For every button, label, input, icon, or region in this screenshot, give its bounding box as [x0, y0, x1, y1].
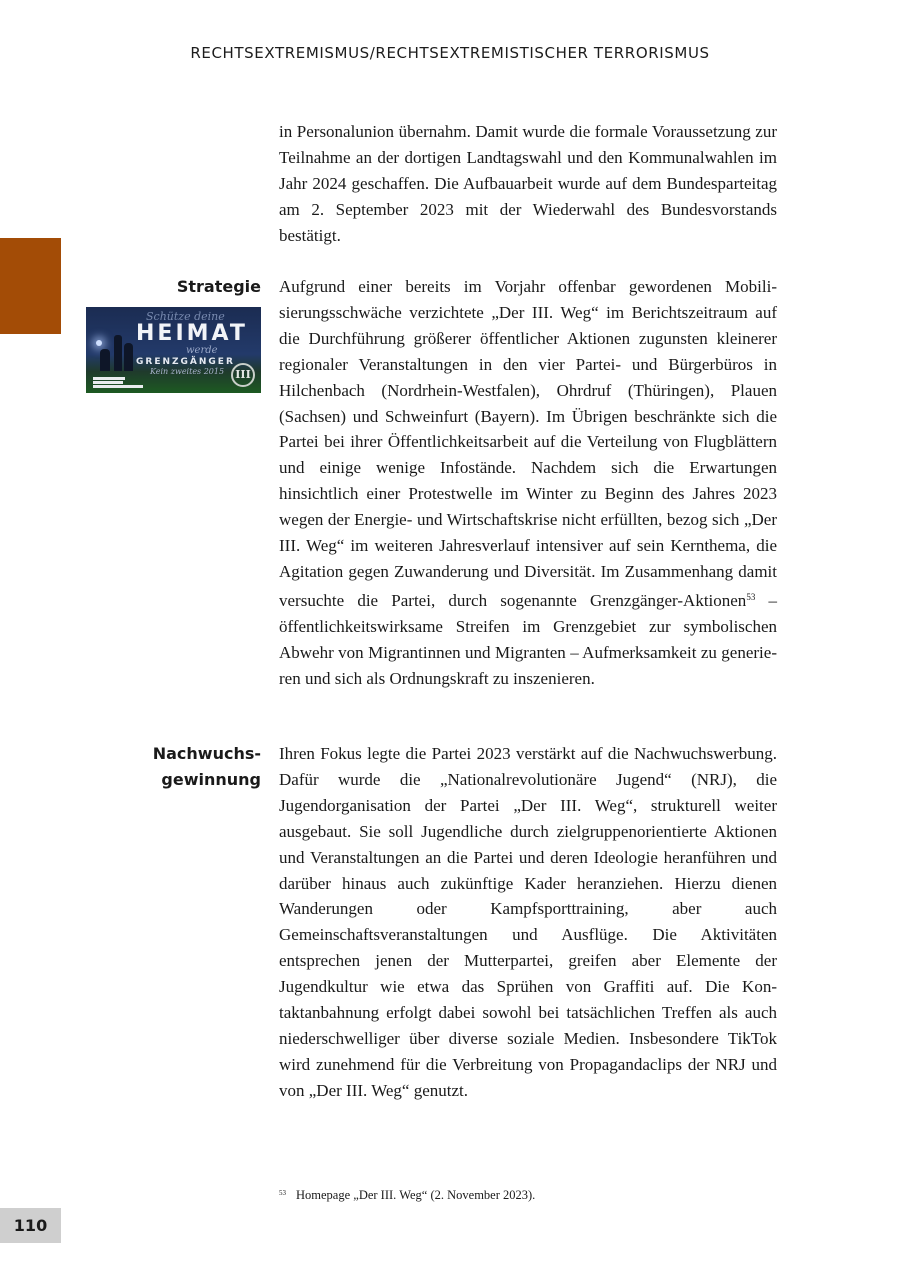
margin-heading-strategie: Strategie [176, 277, 261, 296]
section-strategie-body [279, 274, 777, 692]
running-head: RECHTSEXTREMISMUS/RECHTSEXTREMISTISCHER TERRORISMUS [190, 44, 710, 62]
figure-script-line-3: Kein zweites 2015 [150, 367, 225, 376]
propaganda-image-heimat-grenzgaenger [86, 307, 261, 393]
footnote-reference[interactable]: 53 [746, 591, 756, 602]
section-nachwuchsgewinnung-body [279, 741, 777, 1104]
margin-heading-nachwuchsgewinnung [153, 741, 261, 793]
info-text-line [93, 385, 143, 388]
silhouette-figure [100, 349, 110, 371]
intro-paragraph [279, 119, 777, 249]
footnote-number: 53 [279, 1189, 286, 1197]
party-logo-icon: III [231, 363, 255, 387]
footnote [279, 1188, 535, 1203]
info-text-line [93, 381, 123, 384]
figure-script-line-2: werde [186, 345, 218, 356]
figure-subtitle: GRENZGÄNGER [136, 357, 235, 367]
strategie-text-part-1: Aufgrund einer bereits im Vorjahr offenbar gewordenen Mobilisierungsschwäche verzichtete „Der III. Weg“ im Berichtszeitraum auf die Durchführung größerer öffentlicher Aktionen zugunsten kleinerer regionaler Veranstaltungen in den vier Partei- und Bürgerbüros in Hilchenbach (Nordrhein-Westfalen), Ohrdruf (Thüringen), Plauen (Sachsen) und Schweinfurt (Bayern). Im Übrigen beschränkte sich die Partei bei ihrer Öffentlichkeitsarbeit auf die Verteilung von Flugblättern und einige wenige Infostände. Nachdem sich die Erwartungen hinsichtlich einer Protestwelle im Winter zu Beginn des Jahres 2023 wegen der Energie- und Wirtschaftskrise nicht erfüllten, bezog sich „Der III. Weg“ im weiteren Jahresverlauf intensiver auf sein Kernthema, die Agitation gegen Zuwanderung und Diversität. Im Zusammenhang damit versuchte die Partei, durch sogenannte Grenzgänger-Aktionen [279, 277, 777, 610]
info-text-line [93, 377, 125, 380]
strategie-text-part-2: – öffentlichkeitswirksame Streifen im Grenzgebiet zur symbolischen Abwehr von Migrantinnen und Migranten – Aufmerksamkeit zu generieren und sich als Ordnungskraft zu inszenieren. [279, 590, 778, 688]
section-strategie-text [279, 274, 777, 692]
margin-heading-line-1: Nachwuchs- [152, 744, 261, 763]
page-number: 110 [0, 1208, 61, 1243]
section-nachwuchsgewinnung-text: Ihren Fokus legte die Partei 2023 verstärkt auf die Nachwuchswerbung. Dafür wurde die „Nationalrevolutionäre Jugend“ (NRJ), die Jugendorganisation der Partei „Der III. Weg“, strukturell weiter ausgebaut. Sie soll Jugendliche durch zielgruppenorientierte Aktionen und Veranstaltungen an die Partei und deren Ideologie heranführen und darüber hinaus auch zukünftige Kader heranziehen. Hierzu dienen Wanderungen oder Kampfsporttraining, aber auch Gemeinschaftsveranstaltungen und Ausflüge. Die Aktivitäten entsprechen jenen der Mutterpartei, greifen aber Elemente der Jugendkultur wie etwa das Sprühen von Graffiti auf. Die Kontaktanbahnung erfolgt dabei sowohl bei tatsächlichen Treffen als auch niederschwelliger über diverse soziale Medien. Insbesondere TikTok wird zunehmend für die Verbreitung von Propagandaclips der NRJ und von „Der III. Weg“ genutzt. [279, 744, 777, 1100]
silhouette-figure [124, 343, 133, 371]
margin-heading-line-2: gewinnung [161, 769, 261, 789]
figure-title: HEIMAT [136, 321, 248, 346]
intro-paragraph-text: in Personalunion übernahm. Damit wurde die formale Voraussetzung zur Teilnahme an der dortigen Landtagswahl und den Kommunalwahlen im Jahr 2024 geschaffen. Die Aufbauarbeit wurde auf dem Bundesparteitag am 2. September 2023 mit der Wiederwahl des Bundesvorstands bestätigt. [279, 122, 777, 245]
silhouette-figure [114, 335, 122, 371]
figure-script-line-1: Schütze deine [146, 310, 225, 323]
moon-glow [96, 340, 102, 346]
footnote-text: Homepage „Der III. Weg“ (2. November 2023). [296, 1188, 536, 1202]
chapter-tab-marker [0, 238, 61, 334]
